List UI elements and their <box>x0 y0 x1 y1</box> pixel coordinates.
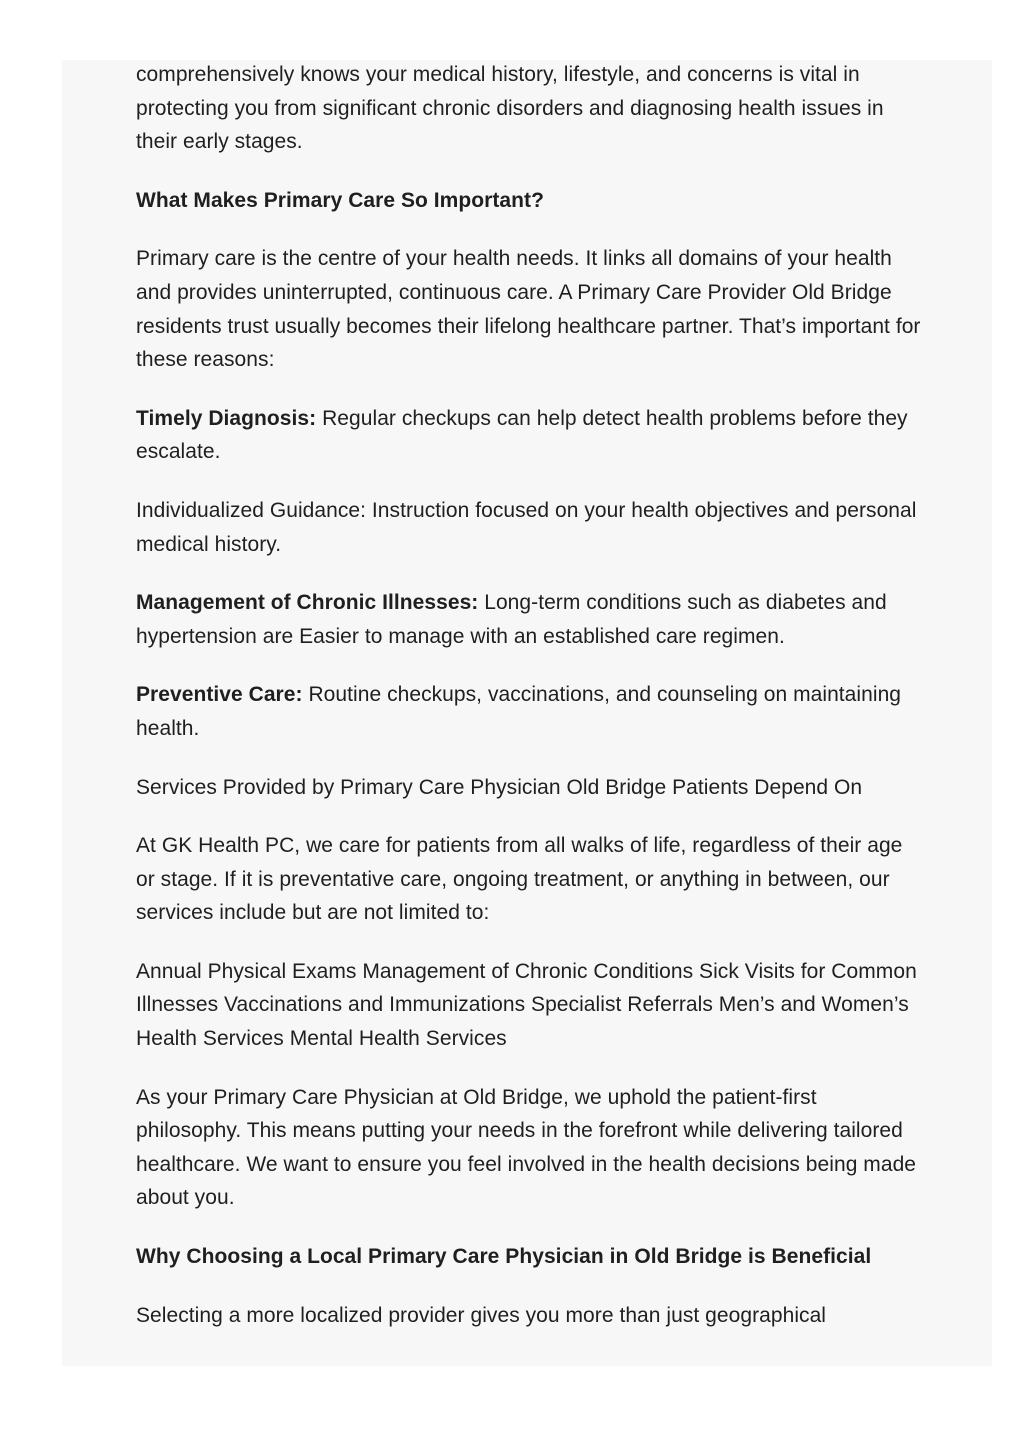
intro-paragraph: comprehensively knows your medical history, lifestyle, and concerns is vital in protecting you from significant chronic disorders and diagnosing health issues in their early stages. <box>136 63 884 154</box>
local-paragraph: Selecting a more localized provider gives you more than just geographical <box>136 1303 827 1327</box>
section-heading-local: Why Choosing a Local Primary Care Physician in Old Bridge is Beneficial <box>136 1245 872 1269</box>
reason-text: Individualized Guidance: Instruction focused on your health objectives and personal medical history. <box>136 498 917 556</box>
reason-label: Preventive Care: <box>136 683 303 707</box>
services-list: Annual Physical Exams Management of Chronic Conditions Sick Visits for Common Illnesses Vaccinations and Immunizations Specialist Referrals Men’s and Women’s Health Services Mental Health Services <box>136 959 917 1051</box>
reason-label: Timely Diagnosis: <box>136 406 317 430</box>
reason-text: Long-term conditions such as diabetes and hypertension are Easier to manage with an established care regimen. <box>136 591 887 648</box>
reason-chronic-illnesses <box>136 586 926 653</box>
section-heading-importance: What Makes Primary Care So Important? <box>136 188 544 212</box>
reason-label: Management of Chronic Illnesses: <box>136 591 479 615</box>
services-title: Services Provided by Primary Care Physician Old Bridge Patients Depend On <box>136 775 863 799</box>
reason-timely-diagnosis <box>136 402 926 469</box>
article-panel <box>62 60 992 1366</box>
reason-text: Routine checkups, vaccinations, and counseling on maintaining health. <box>136 683 902 740</box>
philosophy-paragraph: As your Primary Care Physician at Old Bridge, we uphold the patient-first philosophy. This means putting your needs in the forefront while delivering tailored healthcare. We want to ensure you feel involved in the health decisions being made about you. <box>136 1085 917 1210</box>
reason-text: Regular checkups can help detect health problems before they escalate. <box>136 406 908 464</box>
reason-preventive-care <box>136 678 926 745</box>
services-intro: At GK Health PC, we care for patients from all walks of life, regardless of their age or stage. If it is preventative care, ongoing treatment, or anything in between, our services include but are not limited to: <box>136 834 903 925</box>
article-content <box>136 60 926 1357</box>
reason-individualized-guidance <box>136 494 926 561</box>
importance-paragraph: Primary care is the centre of your health needs. It links all domains of your health and provides uninterrupted, continuous care. A Primary Care Provider Old Bridge residents trust usually becomes their lifelong healthcare partner. That’s important for these reasons: <box>136 247 921 372</box>
